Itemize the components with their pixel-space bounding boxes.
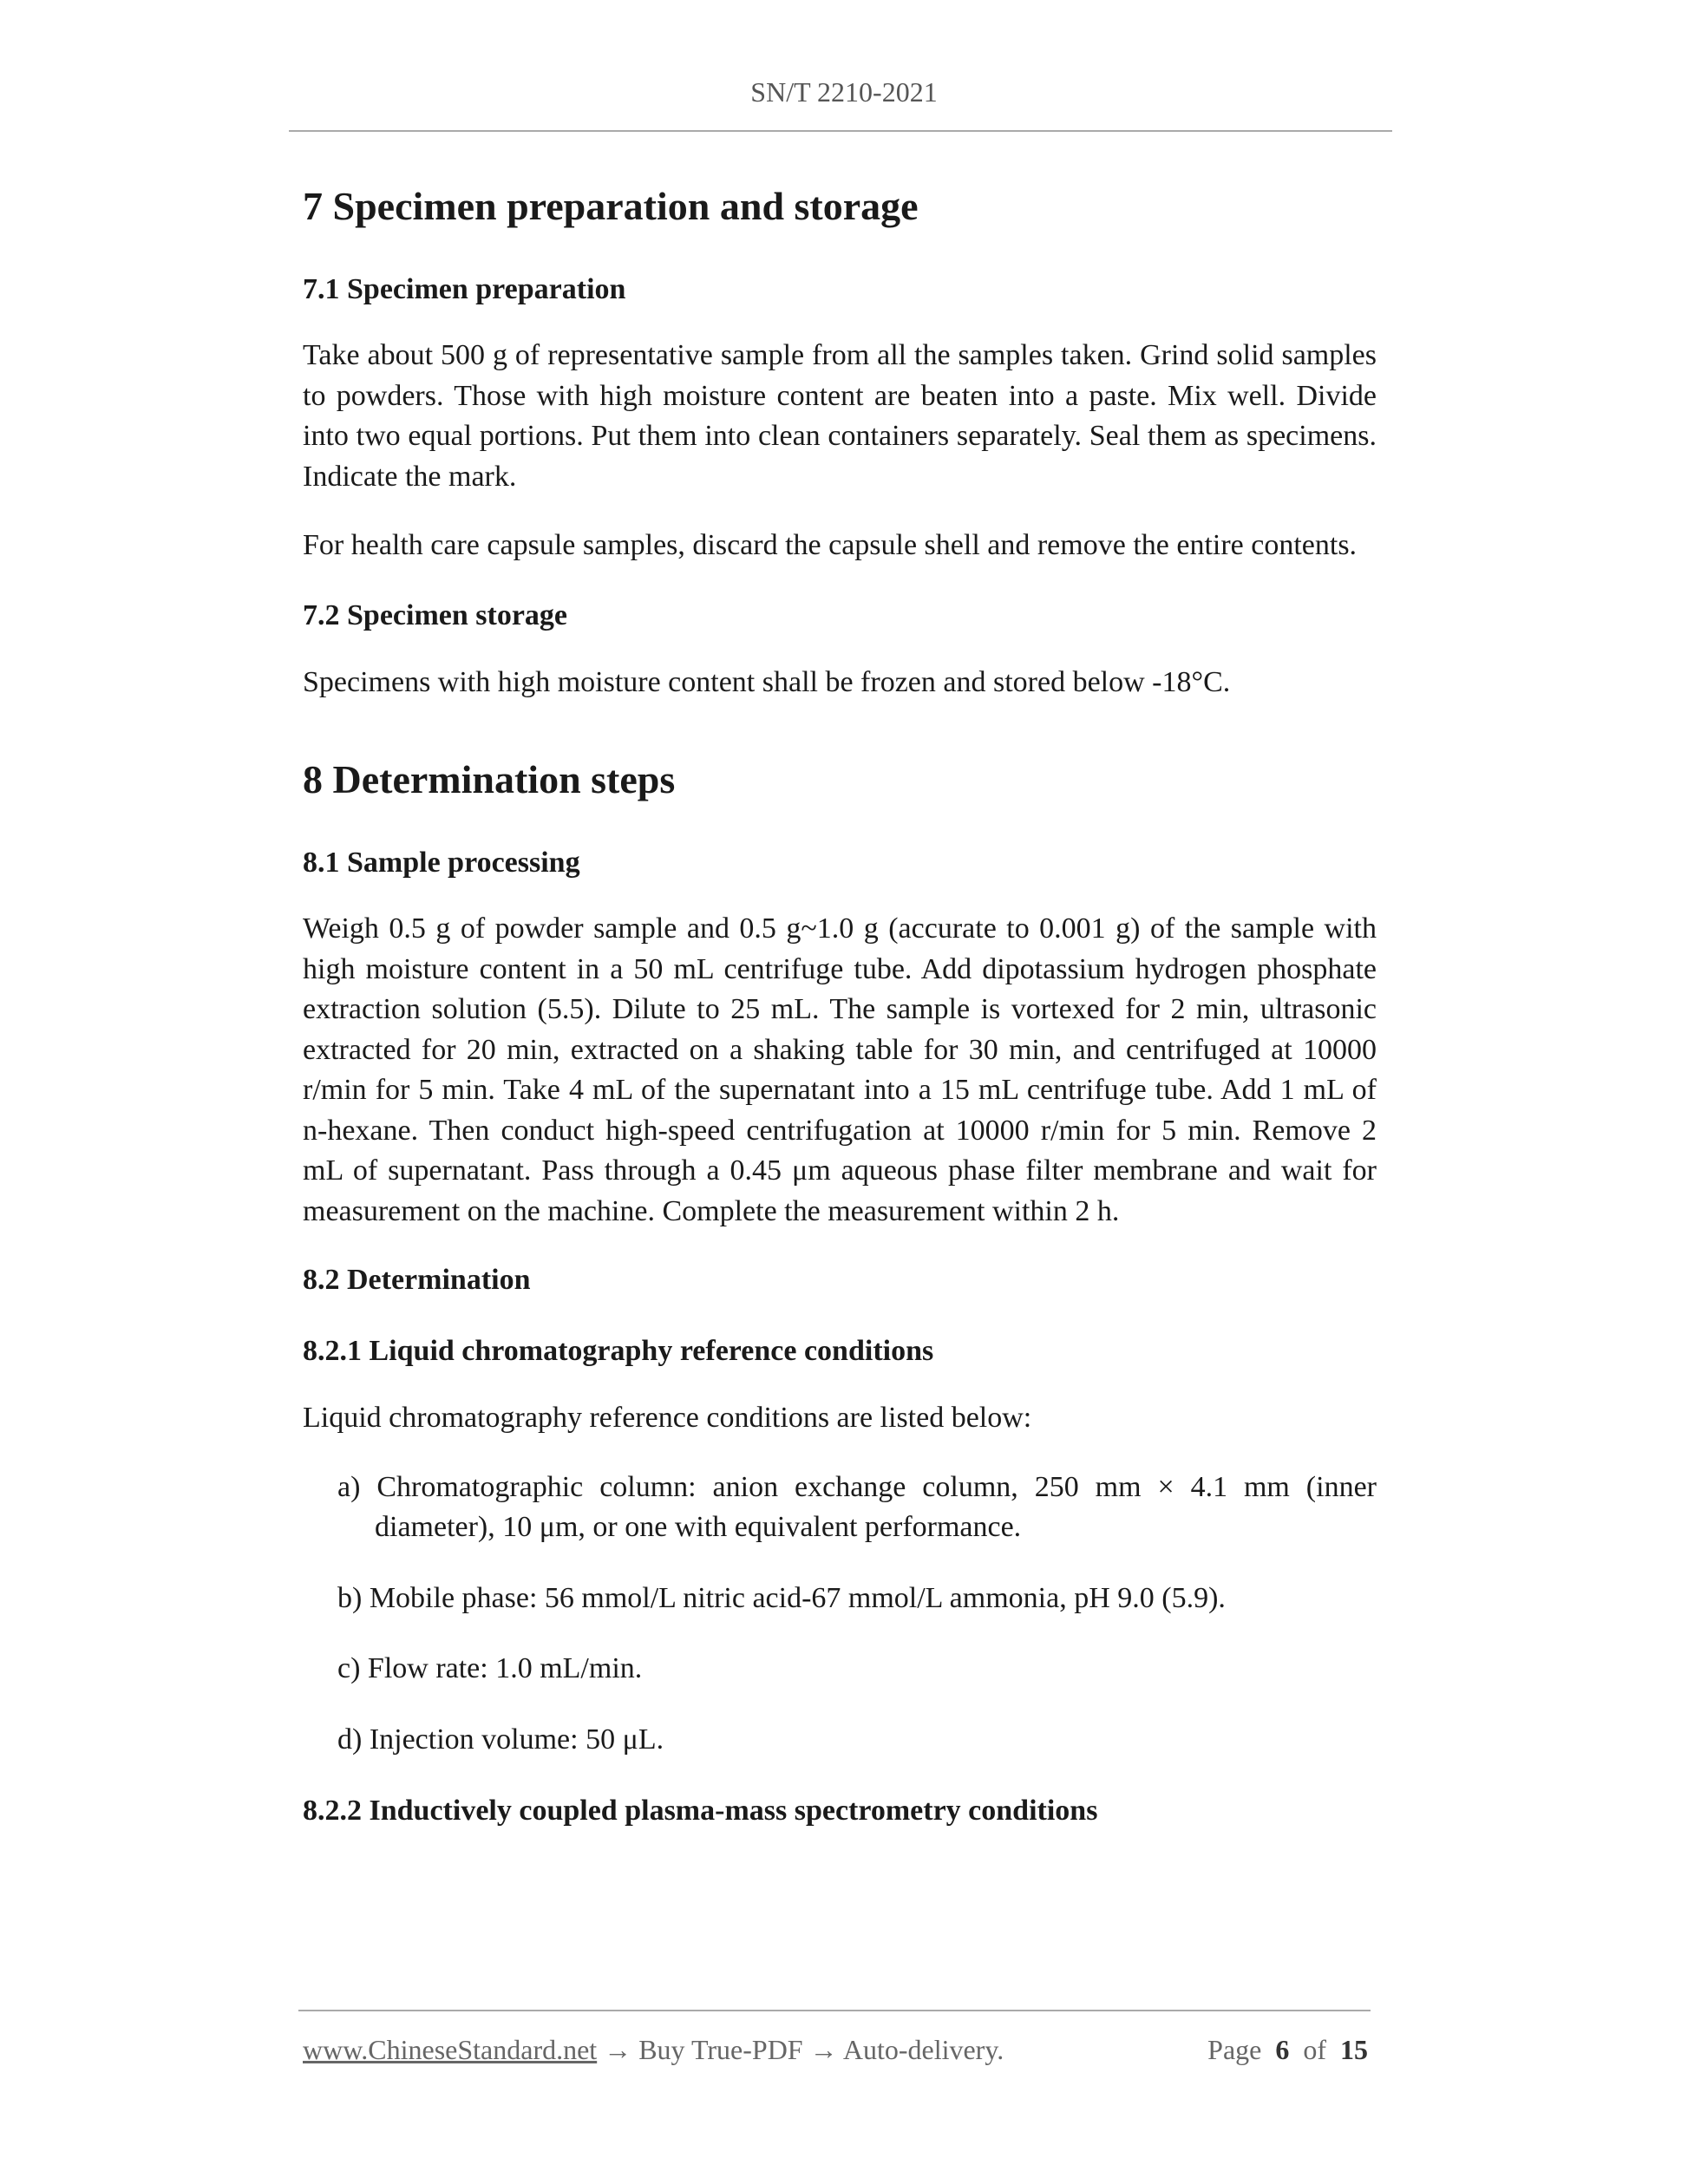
header-divider [289,130,1392,132]
section-8-2-1-heading: 8.2.1 Liquid chromatography reference conditions [303,1335,934,1367]
section-8-2-1-intro: Liquid chromatography reference conditions are listed below: [303,1402,1032,1434]
section-7-1-heading: 7.1 Specimen preparation [303,273,626,305]
auto-delivery-text: Auto-delivery. [842,2034,1004,2065]
header-standard-code: SN/T 2210-2021 [750,76,938,108]
footer-divider [298,2010,1371,2011]
document-body [303,178,1377,1832]
page-total: 15 [1340,2034,1368,2065]
page-indicator [1207,2030,1368,2070]
page-label: Page [1207,2034,1262,2065]
list-item-injection-volume: d) Injection volume: 50 μL. [337,1723,664,1756]
section-7-1-paragraph-2: For health care capsule samples, discard the capsule shell and remove the entire contents. [303,529,1358,561]
section-8-2-2-heading: 8.2.2 Inductively coupled plasma-mass spectrometry conditions [303,1795,1098,1827]
page-of-label: of [1303,2034,1326,2065]
footer-promo [303,2030,1004,2070]
section-8-2-heading: 8.2 Determination [303,1264,531,1296]
arrow-icon: → [604,2034,632,2065]
list-item-flow-rate: c) Flow rate: 1.0 mL/min. [337,1652,643,1684]
section-8-1-heading: 8.1 Sample processing [303,847,580,879]
arrow-icon: → [809,2034,838,2065]
list-item-column: a) Chromatographic column: anion exchange column, 250 mm × 4.1 mm (inner diameter), 10 μm, or one with equivalent performance. [337,1470,1377,1543]
buy-true-pdf-text: Buy True-PDF [638,2034,803,2065]
section-7-2-heading: 7.2 Specimen storage [303,598,568,631]
page-current: 6 [1275,2034,1290,2065]
section-7-heading: 7 Specimen preparation and storage [303,184,919,228]
list-item-mobile-phase: b) Mobile phase: 56 mmol/L nitric acid-67 mmol/L ammonia, pH 9.0 (5.9). [337,1581,1226,1614]
site-link[interactable]: www.ChineseStandard.net [303,2034,598,2065]
page-footer [303,2030,1368,2070]
section-8-heading: 8 Determination steps [303,757,676,801]
section-7-1-paragraph-1: Take about 500 g of representative sample from all the samples taken. Grind solid samples to powders. Those with high moisture content are beaten into a paste. Mix well. Divide into two equal portions. Put them into clean containers separately. Seal them as specimens. Indicate the mark. [303,339,1377,493]
section-8-1-paragraph: Weigh 0.5 g of powder sample and 0.5 g~1.0 g (accurate to 0.001 g) of the sample with high moisture content in a 50 mL centrifuge tube. Add dipotassium hydrogen phosphate extraction solution (5.5). Dilute to 25 mL. The sample is vortexed for 2 min, ultrasonic extracted for 20 min, extracted on a shaking table for 30 min, and centrifuged at 10000 r/min for 5 min. Take 4 mL of the supernatant into a 15 mL centrifuge tube. Add 1 mL of n-hexane. Then conduct high-speed centrifugation at 10000 r/min for 5 min. Remove 2 mL of supernatant. Pass through a 0.45 μm aqueous phase filter membrane and wait for measurement on the machine. Complete the measurement within 2 h. [303,912,1377,1227]
section-7-2-paragraph: Specimens with high moisture content shall be frozen and stored below -18°C. [303,665,1231,698]
